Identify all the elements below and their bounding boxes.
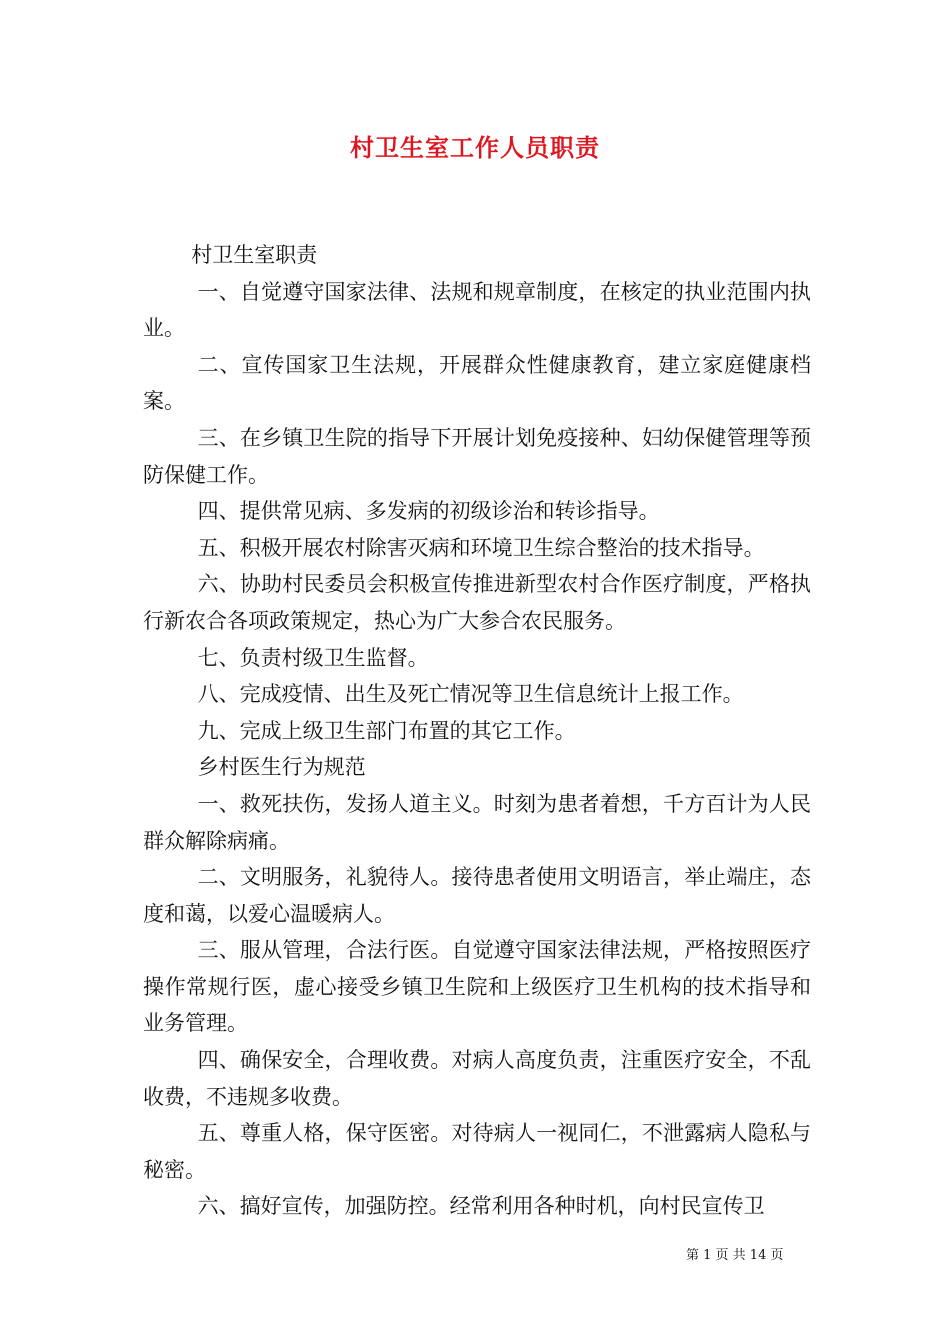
paragraph: 八、完成疫情、出生及死亡情况等卫生信息统计上报工作。 [197,682,744,707]
paragraph: 七、负责村级卫生监督。 [197,645,429,670]
paragraph: 六、搞好宣传，加强防控。经常利用各种时机，向村民宣传卫 [197,1194,765,1219]
paragraph: 四、提供常见病、多发病的初级诊治和转诊指导。 [197,499,660,524]
page-number: 第 1 页 共 14 页 [686,1248,784,1263]
paragraph: 乡村医生行为规范 [197,755,366,780]
paragraph: 六、协助村民委员会积极宣传推进新型农村合作医疗制度，严格执行新农合各项政策规定，热心为广大参合农民服务。 [143,572,811,633]
paragraph: 三、在乡镇卫生院的指导下开展计划免疫接种、妇幼保健管理等预防保健工作。 [143,425,811,487]
paragraph: 三、服从管理，合法行医。自觉遵守国家法律法规，严格按照医疗操作常规行医，虚心接受乡镇卫生院和上级医疗卫生机构的技术指导和业务管理。 [143,938,811,1036]
paragraph: 一、自觉遵守国家法律、法规和规章制度，在核定的执业范围内执业。 [143,279,811,341]
paragraph: 四、确保安全，合理收费。对病人高度负责，注重医疗安全，不乱收费，不违规多收费。 [143,1048,811,1109]
document-title: 村卫生室工作人员职责 [350,133,600,162]
paragraph: 二、宣传国家卫生法规，开展群众性健康教育，建立家庭健康档案。 [143,352,811,414]
paragraph: 九、完成上级卫生部门布置的其它工作。 [197,718,576,743]
paragraph: 一、救死扶伤，发扬人道主义。时刻为患者着想，千方百计为人民群众解除病痛。 [143,791,811,853]
section-heading: 村卫生室职责 [191,243,318,267]
paragraph: 二、文明服务，礼貌待人。接待患者使用文明语言，举止端庄，态度和蔼，以爱心温暖病人。 [143,865,811,926]
paragraph: 五、积极开展农村除害灭病和环境卫生综合整治的技术指导。 [197,535,765,560]
paragraph: 五、尊重人格，保守医密。对待病人一视同仁，不泄露病人隐私与秘密。 [143,1121,811,1182]
document-body [143,237,811,1225]
